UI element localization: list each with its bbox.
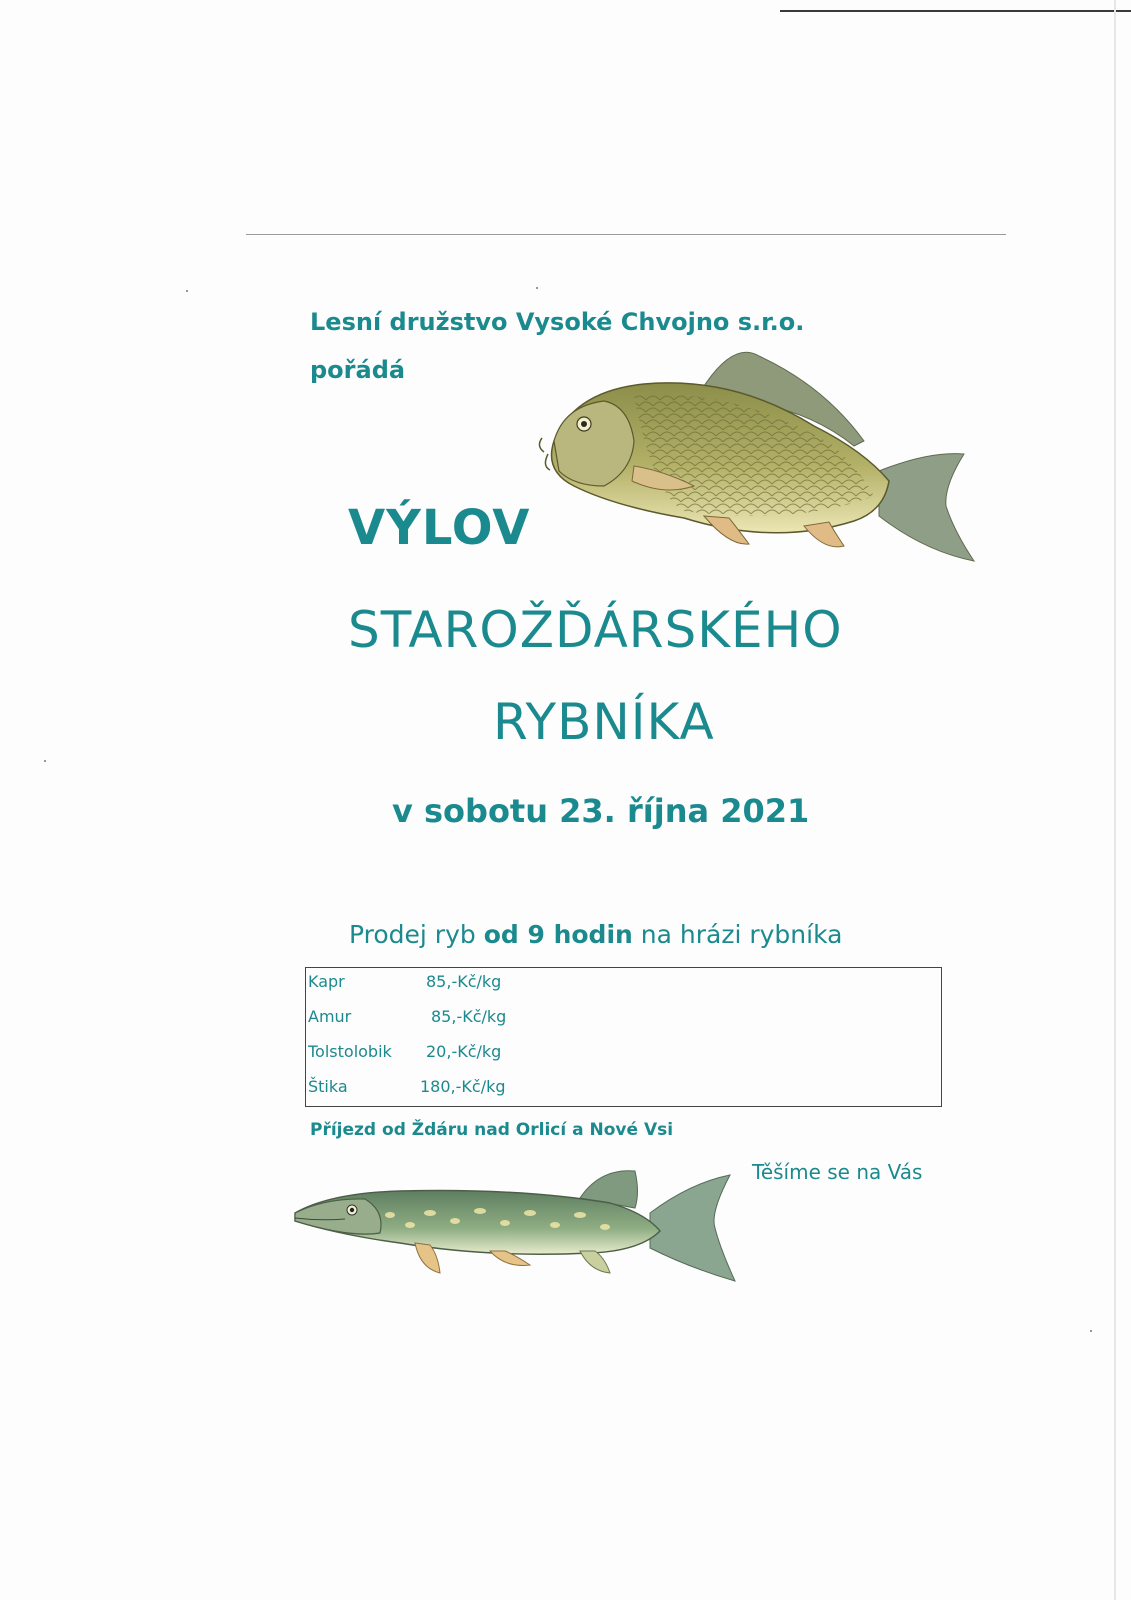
sale-suffix: na hrázi rybníka xyxy=(640,920,843,949)
fish-price: 20,-Kč/kg xyxy=(426,1042,502,1061)
fish-price: 180,-Kč/kg xyxy=(420,1077,506,1096)
sale-info xyxy=(349,920,842,949)
fish-name: Amur xyxy=(308,1007,352,1026)
fish-name: Kapr xyxy=(308,972,345,991)
fish-name: Štika xyxy=(308,1077,348,1096)
arrival-directions: Příjezd od Ždáru nad Orlicí a Nové Vsi xyxy=(310,1120,674,1140)
scan-speck xyxy=(44,760,46,762)
fish-name: Tolstolobik xyxy=(308,1042,392,1061)
scan-edge-shadow xyxy=(1114,0,1116,1600)
carp-illustration xyxy=(534,346,980,570)
scan-speck xyxy=(186,290,188,292)
event-date: v sobotu 23. října 2021 xyxy=(392,792,810,830)
sale-time: od 9 hodin xyxy=(483,920,633,949)
price-row xyxy=(306,1003,941,1038)
greeting: Těšíme se na Vás xyxy=(752,1160,923,1184)
price-row xyxy=(306,1038,941,1073)
top-rule xyxy=(246,234,1006,235)
scan-speck xyxy=(1090,1330,1092,1332)
pond-name-line2: RYBNÍKA xyxy=(493,693,715,751)
organizer-verb: pořádá xyxy=(310,356,406,384)
price-row xyxy=(306,968,941,1003)
pond-name-line1: STAROŽĎÁRSKÉHO xyxy=(348,601,843,659)
fish-price: 85,-Kč/kg xyxy=(431,1007,507,1026)
fish-price: 85,-Kč/kg xyxy=(426,972,502,991)
scan-edge-line xyxy=(780,10,1131,12)
scan-speck xyxy=(536,287,538,289)
price-table xyxy=(305,967,942,1107)
organizer-name: Lesní družstvo Vysoké Chvojno s.r.o. xyxy=(310,308,805,336)
pike-illustration xyxy=(290,1163,740,1288)
price-row xyxy=(306,1073,941,1108)
headline: VÝLOV xyxy=(348,500,531,556)
sale-prefix: Prodej ryb xyxy=(349,920,476,949)
